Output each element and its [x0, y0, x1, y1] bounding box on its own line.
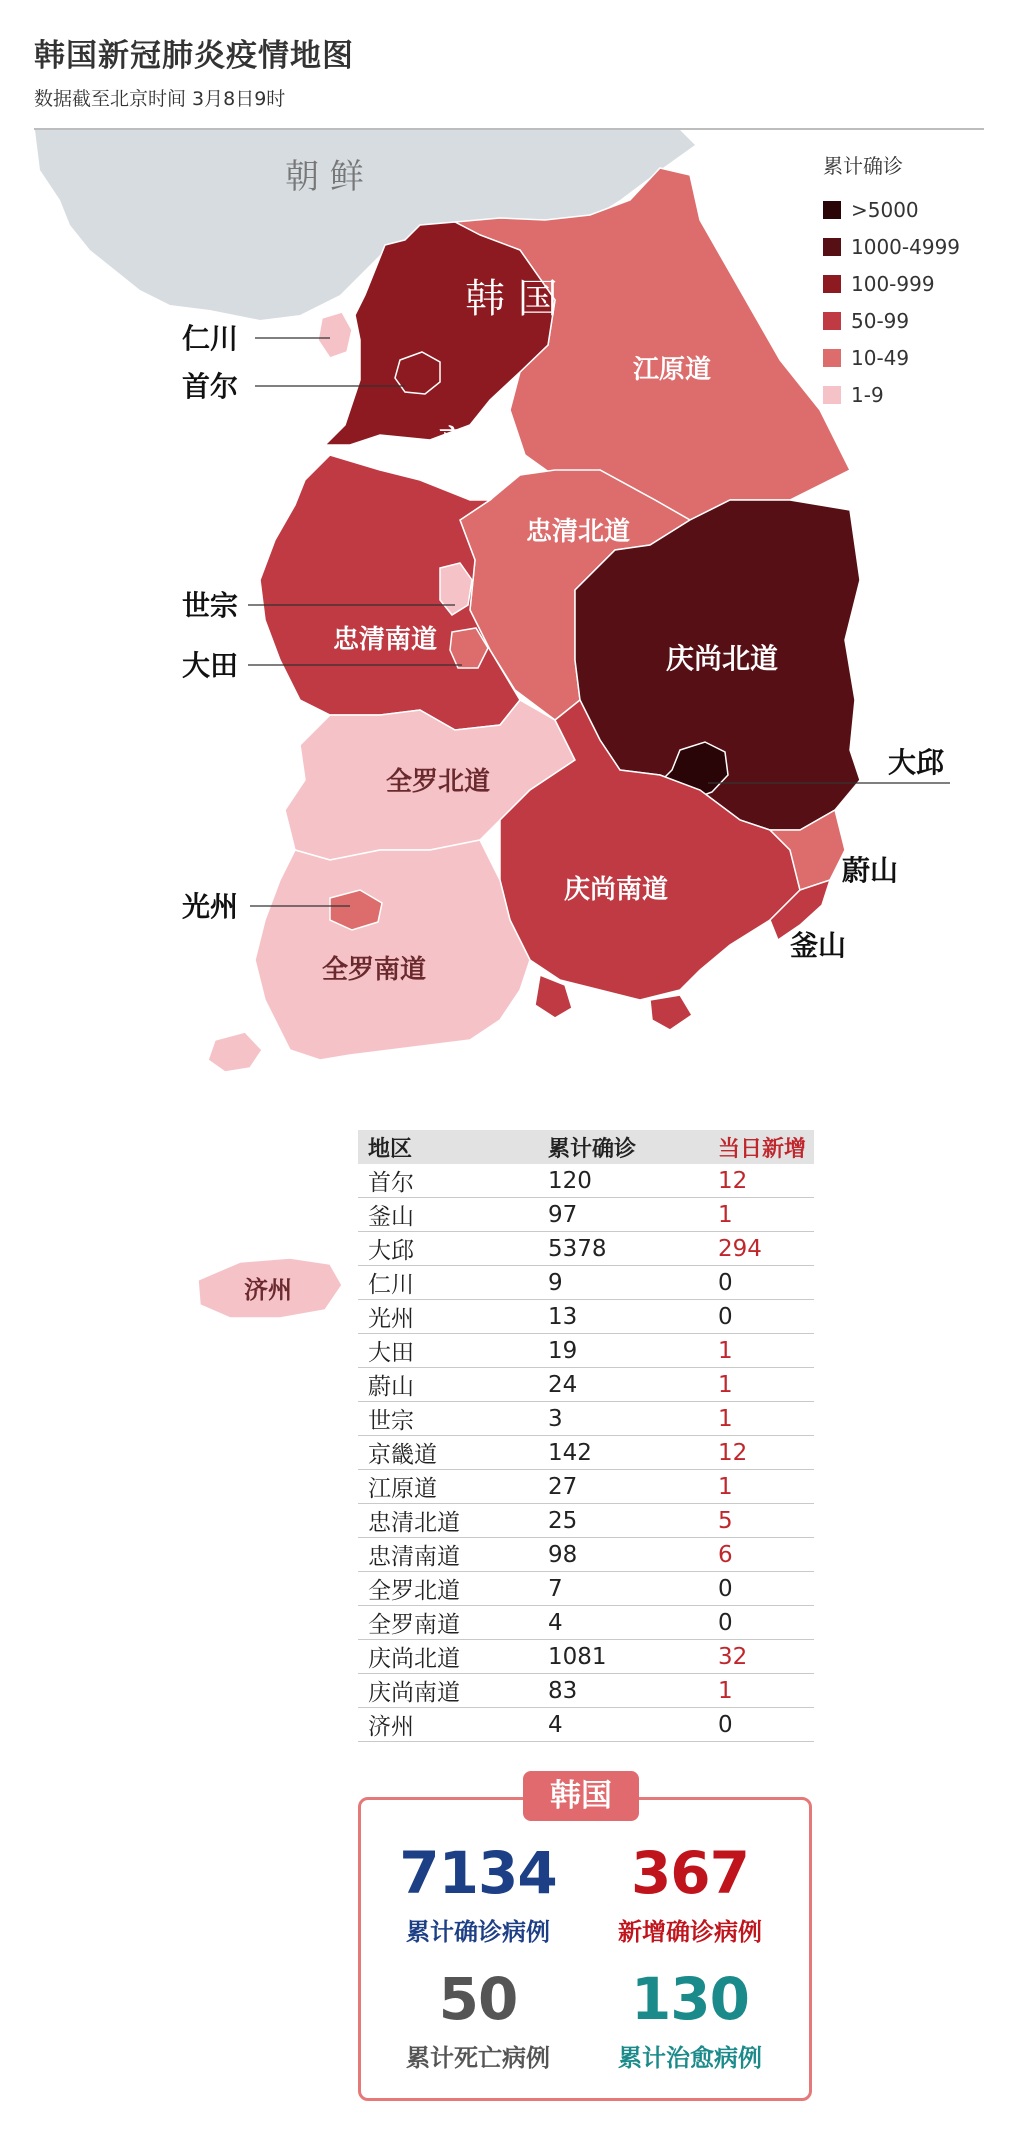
case-table: [358, 1130, 814, 1742]
cell-new: 1: [708, 1368, 814, 1402]
label-ulsan: 蔚山: [842, 854, 899, 887]
table-row: [358, 1334, 814, 1368]
cell-region: 世宗: [358, 1402, 538, 1436]
cell-new: 12: [708, 1164, 814, 1198]
legend-swatch: [823, 238, 841, 256]
cell-region: 蔚山: [358, 1368, 538, 1402]
cell-new: 1: [708, 1470, 814, 1504]
cell-region: 庆尚南道: [358, 1674, 538, 1708]
cell-region: 光州: [358, 1300, 538, 1334]
cell-total: 4: [538, 1606, 708, 1640]
table-row: [358, 1300, 814, 1334]
cell-region: 江原道: [358, 1470, 538, 1504]
header-new: 当日新增: [708, 1130, 814, 1164]
cell-region: 忠清北道: [358, 1504, 538, 1538]
legend-label: 1000-4999: [851, 234, 961, 259]
table-row: [358, 1198, 814, 1232]
legend-item: [823, 228, 960, 265]
label-incheon: 仁川: [182, 322, 239, 355]
table-row: [358, 1708, 814, 1742]
cell-total: 19: [538, 1334, 708, 1368]
table-row: [358, 1436, 814, 1470]
label-jeonnam: 全罗南道: [321, 955, 427, 985]
stat-recovered-label: 累计治愈病例: [618, 2044, 762, 2072]
label-jeonbuk: 全罗北道: [385, 767, 491, 797]
label-daejeon: 大田: [182, 649, 239, 682]
cell-total: 1081: [538, 1640, 708, 1674]
cell-new: 294: [708, 1232, 814, 1266]
cell-new: 0: [708, 1708, 814, 1742]
label-jeju: 济州: [244, 1276, 292, 1304]
cell-new: 0: [708, 1300, 814, 1334]
region-jeonnam-islands: [208, 1032, 262, 1072]
label-chungbuk: 忠清北道: [525, 517, 631, 547]
stat-new-confirmed-value: 367: [630, 1839, 750, 1907]
cell-total: 4: [538, 1708, 708, 1742]
stat-recovered: [580, 1965, 800, 2073]
cell-region: 全罗南道: [358, 1606, 538, 1640]
cell-region: 全罗北道: [358, 1572, 538, 1606]
cell-new: 0: [708, 1606, 814, 1640]
legend-item: [823, 376, 960, 413]
stat-total-confirmed-value: 7134: [399, 1839, 557, 1907]
table-row: [358, 1368, 814, 1402]
stat-new-confirmed: [580, 1839, 800, 1947]
label-gangwon: 江原道: [632, 355, 712, 385]
table-row: [358, 1504, 814, 1538]
page-title: 韩国新冠肺炎疫情地图: [34, 38, 354, 74]
legend-swatch: [823, 349, 841, 367]
region-jeonnam: [255, 840, 530, 1060]
legend-items: [823, 191, 960, 413]
cell-total: 24: [538, 1368, 708, 1402]
cell-new: 1: [708, 1334, 814, 1368]
cell-region: 济州: [358, 1708, 538, 1742]
cell-total: 3: [538, 1402, 708, 1436]
legend-label: 1-9: [851, 382, 884, 407]
cell-region: 大田: [358, 1334, 538, 1368]
legend-item: [823, 265, 960, 302]
cell-total: 5378: [538, 1232, 708, 1266]
cell-region: 首尔: [358, 1164, 538, 1198]
stat-total-confirmed: [368, 1839, 588, 1947]
label-gwangju: 光州: [182, 890, 239, 923]
cell-total: 7: [538, 1572, 708, 1606]
cell-region: 仁川: [358, 1266, 538, 1300]
label-gyeonggi: 京畿道: [438, 425, 518, 455]
cell-total: 9: [538, 1266, 708, 1300]
cell-region: 庆尚北道: [358, 1640, 538, 1674]
cell-new: 6: [708, 1538, 814, 1572]
legend-swatch: [823, 201, 841, 219]
cell-new: 32: [708, 1640, 814, 1674]
label-busan: 釜山: [790, 929, 847, 962]
cell-new: 1: [708, 1198, 814, 1232]
cell-new: 1: [708, 1674, 814, 1708]
legend-item: [823, 191, 960, 228]
stat-recovered-value: 130: [630, 1965, 750, 2033]
table-row: [358, 1164, 814, 1198]
table-row: [358, 1470, 814, 1504]
cell-total: 142: [538, 1436, 708, 1470]
header-region: 地区: [358, 1130, 538, 1164]
cell-region: 京畿道: [358, 1436, 538, 1470]
table-row: [358, 1232, 814, 1266]
cell-total: 27: [538, 1470, 708, 1504]
label-north-korea: 朝 鲜: [285, 157, 364, 197]
cell-region: 忠清南道: [358, 1538, 538, 1572]
label-chungnam: 忠清南道: [332, 625, 438, 655]
stat-deaths-label: 累计死亡病例: [406, 2044, 550, 2072]
cell-new: 1: [708, 1402, 814, 1436]
stat-deaths: [368, 1965, 588, 2073]
legend-title: 累计确诊: [823, 154, 903, 178]
cell-total: 25: [538, 1504, 708, 1538]
legend: [823, 150, 960, 413]
cell-region: 釜山: [358, 1198, 538, 1232]
stat-new-confirmed-label: 新增确诊病例: [618, 1918, 762, 1946]
table-row: [358, 1538, 814, 1572]
legend-item: [823, 339, 960, 376]
legend-label: >5000: [851, 197, 919, 222]
cell-total: 120: [538, 1164, 708, 1198]
cell-region: 大邱: [358, 1232, 538, 1266]
legend-swatch: [823, 386, 841, 404]
summary-tag: 韩国: [523, 1771, 639, 1821]
legend-label: 100-999: [851, 271, 935, 296]
cell-new: 0: [708, 1266, 814, 1300]
label-gyeongbuk: 庆尚北道: [665, 642, 779, 675]
data-timestamp: 数据截至北京时间 3月8日9时: [34, 88, 286, 110]
label-seoul: 首尔: [182, 370, 239, 403]
legend-swatch: [823, 312, 841, 330]
cell-new: 0: [708, 1572, 814, 1606]
table-row: [358, 1266, 814, 1300]
label-daegu: 大邱: [888, 746, 945, 779]
table-row: [358, 1640, 814, 1674]
cell-new: 12: [708, 1436, 814, 1470]
stat-deaths-value: 50: [438, 1965, 518, 2033]
label-south-korea: 韩 国: [465, 276, 558, 322]
label-gyeongnam: 庆尚南道: [563, 875, 669, 905]
legend-label: 50-99: [851, 308, 910, 333]
legend-swatch: [823, 275, 841, 293]
cell-new: 5: [708, 1504, 814, 1538]
table-row: [358, 1674, 814, 1708]
header-total: 累计确诊: [538, 1130, 708, 1164]
legend-item: [823, 302, 960, 339]
region-incheon: [318, 312, 352, 358]
cell-total: 98: [538, 1538, 708, 1572]
stat-total-confirmed-label: 累计确诊病例: [406, 1918, 550, 1946]
cell-total: 97: [538, 1198, 708, 1232]
table-row: [358, 1606, 814, 1640]
cell-total: 83: [538, 1674, 708, 1708]
table-header-row: [358, 1130, 814, 1164]
legend-label: 10-49: [851, 345, 910, 370]
label-sejong: 世宗: [182, 589, 239, 622]
table-row: [358, 1572, 814, 1606]
table-row: [358, 1402, 814, 1436]
cell-total: 13: [538, 1300, 708, 1334]
